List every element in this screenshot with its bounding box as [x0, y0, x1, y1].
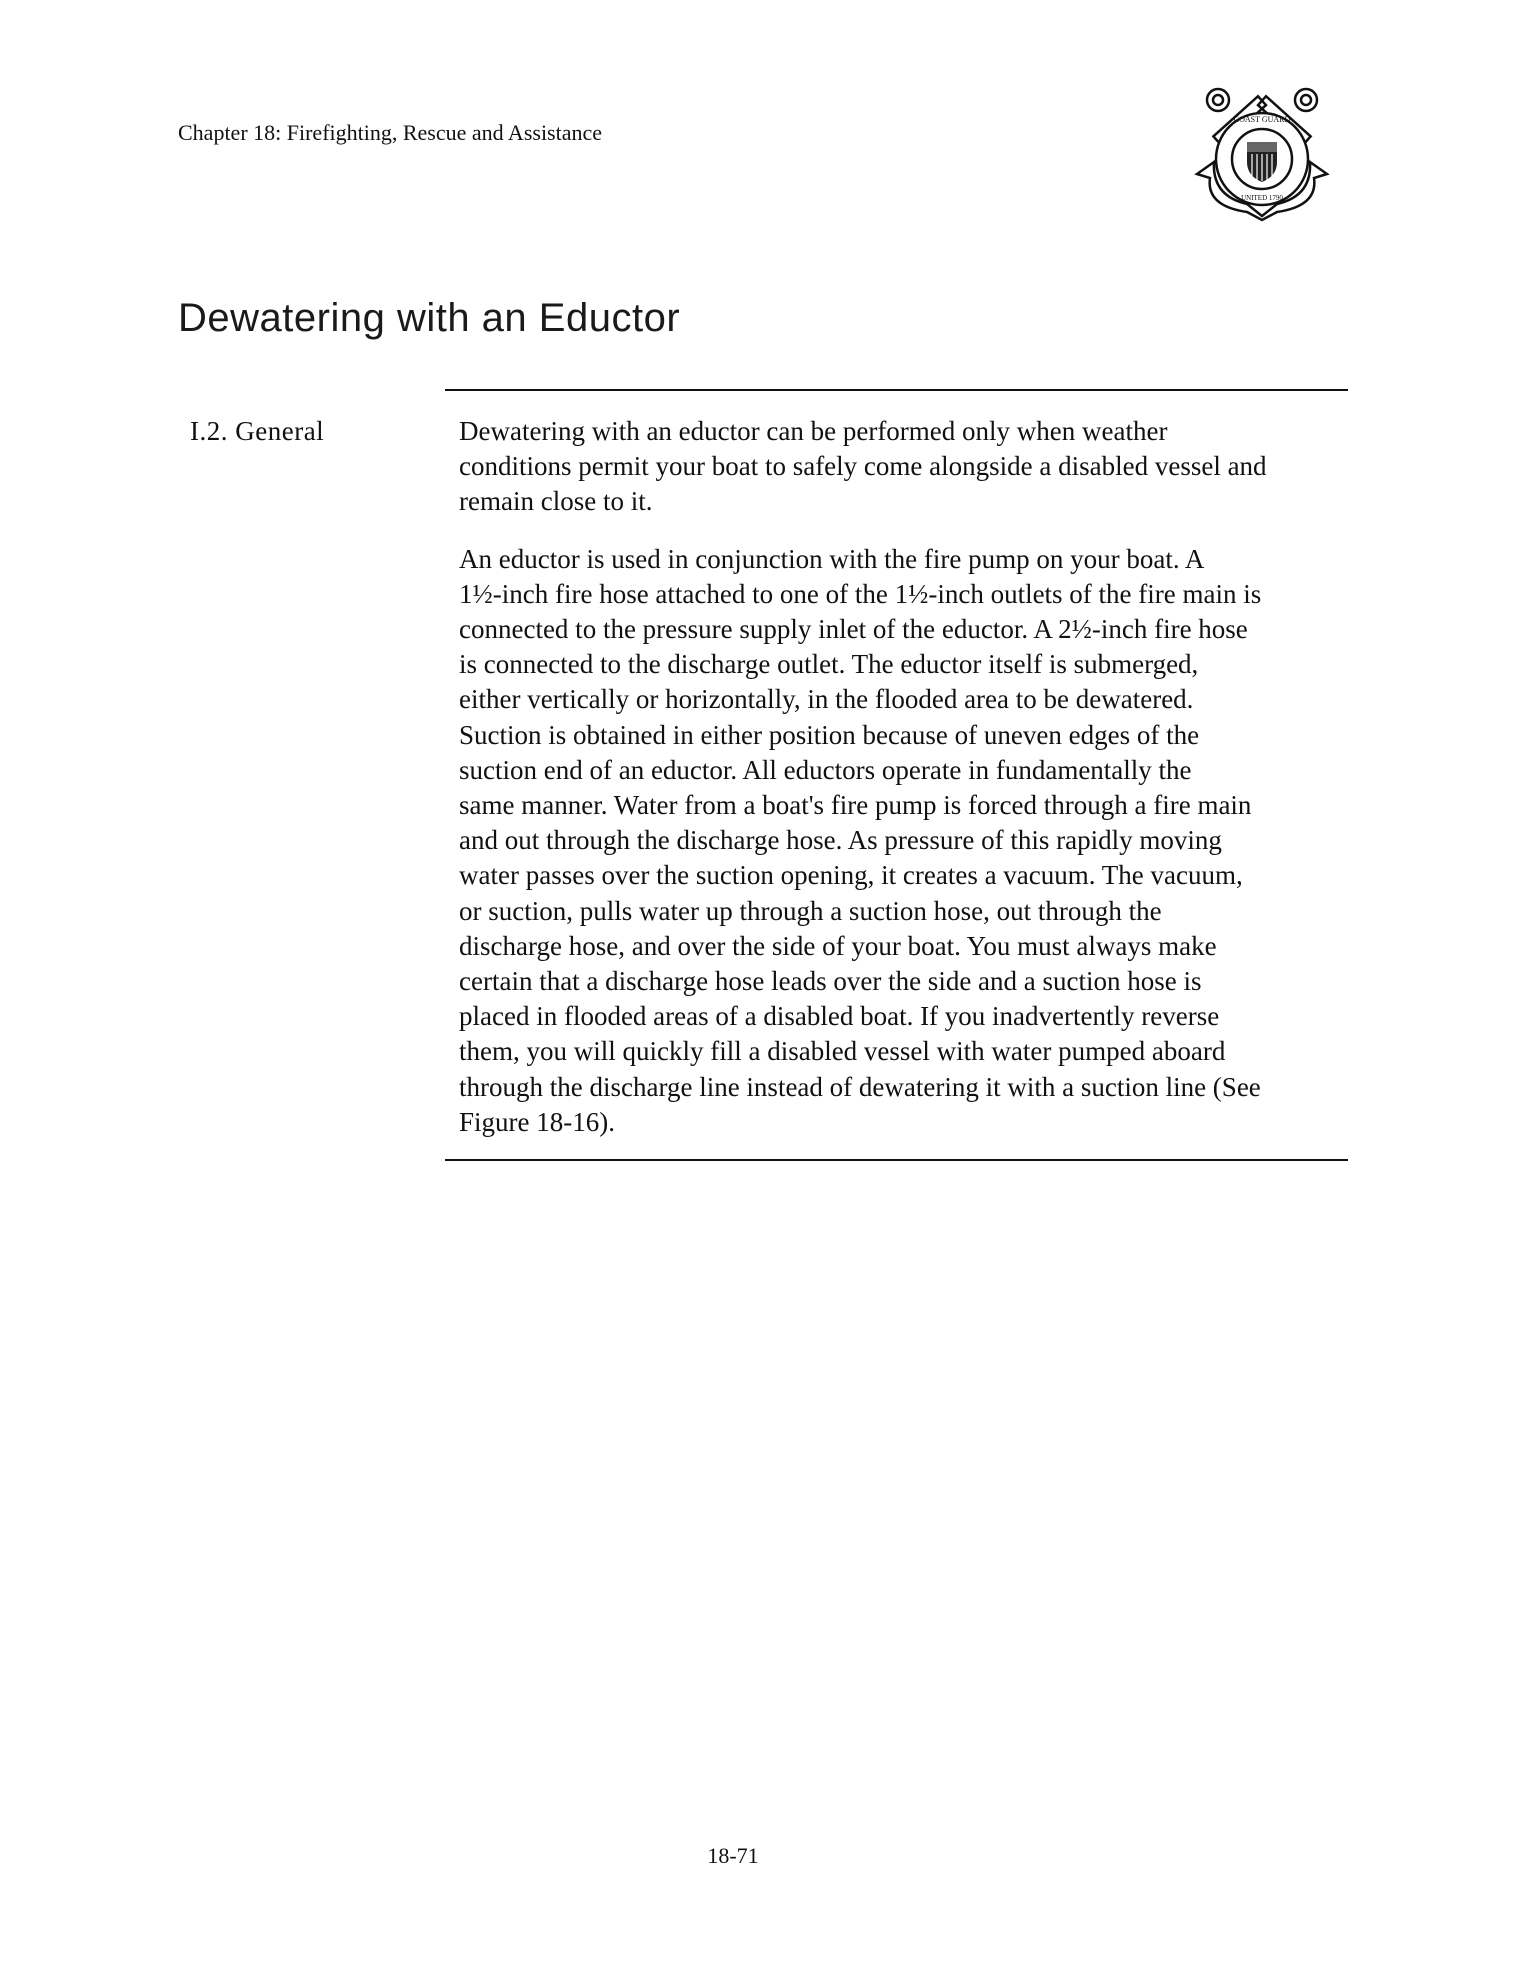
text-line: either vertically or horizontally, in the flooded area to be dewatered. [459, 684, 1194, 715]
text-line: conditions permit your boat to safely come alongside a disabled vessel and [459, 451, 1267, 482]
text-line: suction end of an eductor. All eductors operate in fundamentally the [459, 754, 1192, 785]
section-title: Dewatering with an Eductor [178, 296, 681, 340]
text-line: Suction is obtained in either position because of uneven edges of the [459, 719, 1200, 750]
top-divider [445, 389, 1348, 391]
text-line: An eductor is used in conjunction with the fire pump on your boat. A [459, 543, 1205, 574]
text-line: water passes over the suction opening, it creates a vacuum. The vacuum, [459, 860, 1243, 891]
text-line: remain close to it. [459, 486, 653, 517]
section-body [459, 414, 1359, 1162]
text-line: discharge hose, and over the side of your boat. You must always make [459, 930, 1217, 961]
text-line: or suction, pulls water up through a suction hose, out through the [459, 895, 1162, 926]
text-line: same manner. Water from a boat's fire pump is forced through a fire main [459, 790, 1252, 821]
chapter-header: Chapter 18: Firefighting, Rescue and Assistance [178, 120, 603, 145]
page-number: 18-71 [707, 1843, 759, 1868]
section-label: I.2. General [190, 416, 325, 446]
text-line: Dewatering with an eductor can be performed only when weather [459, 416, 1168, 446]
text-line: through the discharge line instead of dewatering it with a suction line (See [459, 1071, 1261, 1102]
text-line: connected to the pressure supply inlet of the eductor. A 2½-inch fire hose [459, 614, 1248, 645]
coast-guard-emblem-icon [1192, 86, 1332, 222]
text-line: is connected to the discharge outlet. The eductor itself is submerged, [459, 649, 1199, 680]
text-line: 1½-inch fire hose attached to one of the 1½-inch outlets of the fire main is [459, 578, 1262, 609]
text-line: them, you will quickly fill a disabled vessel with water pumped aboard [459, 1036, 1226, 1067]
svg-text:COAST GUARD: COAST GUARD [1233, 115, 1291, 124]
paragraph [459, 542, 1359, 1140]
text-line: certain that a discharge hose leads over the side and a suction hose is [459, 966, 1202, 997]
text-line: Figure 18-16). [459, 1106, 615, 1137]
paragraph [459, 414, 1359, 520]
text-line: placed in flooded areas of a disabled boat. If you inadvertently reverse [459, 1001, 1220, 1032]
bottom-divider [445, 1159, 1348, 1161]
svg-text:UNITED 1790: UNITED 1790 [1241, 194, 1283, 202]
text-line: and out through the discharge hose. As pressure of this rapidly moving [459, 825, 1222, 856]
